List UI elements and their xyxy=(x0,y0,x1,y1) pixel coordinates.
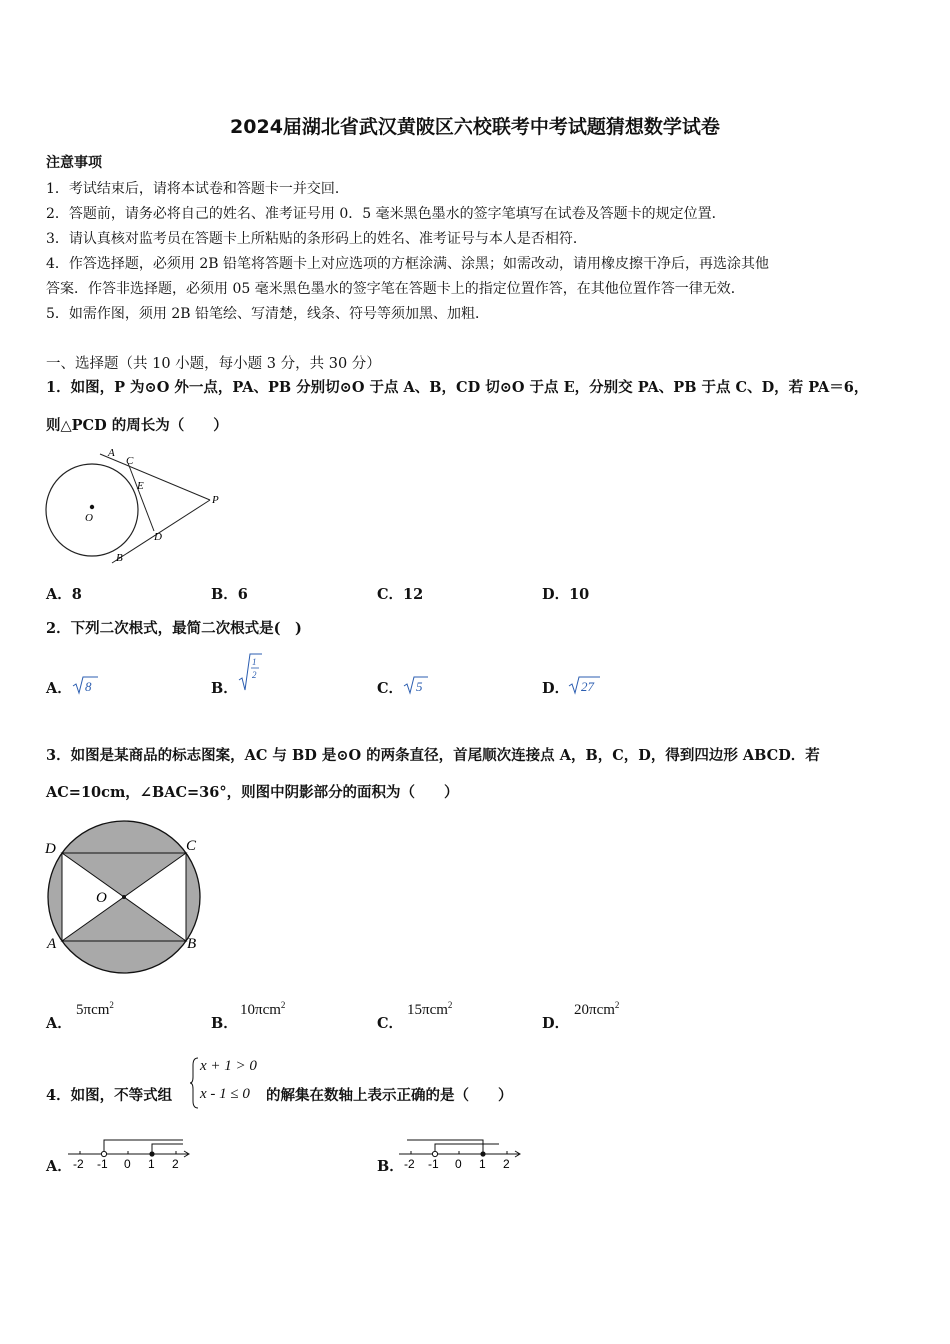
q4-numberline-b xyxy=(399,1134,529,1174)
q1-label-d: D xyxy=(154,531,162,543)
q4-brace xyxy=(190,1057,200,1109)
q3-option-a-value: 5πcm$^2$ xyxy=(76,1000,114,1018)
q4-option-b[interactable]: B． xyxy=(377,1158,404,1175)
q4-b-tick: 2 xyxy=(503,1157,510,1171)
q3-center-dot xyxy=(122,895,126,899)
q3-option-b-value: 10πcm$^2$ xyxy=(240,1000,286,1018)
notice-item: 答案．作答非选择题，必须用 05 毫米黑色墨水的签字笔在答题卡上的指定位置作答，在其他位置作答一律无效． xyxy=(46,281,745,297)
q2-sqrt-c xyxy=(403,674,429,696)
q3-label-b: B xyxy=(187,936,197,952)
q1-label-e: E xyxy=(137,480,144,492)
q2-radicand-b-num: 1 xyxy=(252,657,257,667)
q3-label-a: A xyxy=(47,936,57,952)
q1-label-p: P xyxy=(212,494,219,506)
q1-label-c: C xyxy=(126,455,134,467)
q1-center-dot xyxy=(90,505,94,509)
q2-option-d[interactable]: D． xyxy=(542,680,570,697)
q1-option-d[interactable]: D．10 xyxy=(542,586,590,603)
q4-inequality-2: x - 1 ≤ 0 xyxy=(200,1086,250,1102)
q4-b-tick: 0 xyxy=(455,1157,462,1171)
q4-a-tick: 0 xyxy=(124,1157,131,1171)
q4-a-tick: -1 xyxy=(97,1157,108,1171)
q4-a-tick: 2 xyxy=(172,1157,179,1171)
q2-radicand-b-den: 2 xyxy=(252,670,257,680)
q1-option-b[interactable]: B．6 xyxy=(211,586,248,603)
notice-item: 5．如需作图，须用 2B 铅笔绘、写清楚，线条、符号等须加黑、加粗． xyxy=(46,306,490,322)
q1-label-o: O xyxy=(85,512,93,524)
q2-sqrt-d xyxy=(568,674,602,696)
q1-stem-line1: 1．如图，P 为⊙O 外一点，PA、PB 分别切⊙O 于点 A、B，CD 切⊙O 于点 E，分别交 PA、PB 于点 C、D，若 PA＝6， xyxy=(46,379,869,396)
notice-item: 3．请认真核对监考员在答题卡上所粘贴的条形码上的姓名、准考证号与本人是否相符． xyxy=(46,231,587,247)
q2-option-c[interactable]: C． xyxy=(377,680,404,697)
q4-inequality-1: x + 1 > 0 xyxy=(200,1058,257,1074)
q4-stem-suffix: 的解集在数轴上表示正确的是（ ） xyxy=(266,1087,513,1104)
q1-label-a: A xyxy=(108,447,115,459)
q3-label-d: D xyxy=(45,841,56,857)
q2-radicand-d: 27 xyxy=(581,679,594,694)
q4-a-tick: 1 xyxy=(148,1157,155,1171)
q3-option-c[interactable]: C． xyxy=(377,1015,404,1032)
q4-b-tick: -2 xyxy=(404,1157,415,1171)
section-heading: 一、选择题（共 10 小题，每小题 3 分，共 30 分） xyxy=(46,356,381,372)
q3-option-b[interactable]: B． xyxy=(211,1015,238,1032)
q4-a-tick: -2 xyxy=(73,1157,84,1171)
q3-label-o: O xyxy=(96,890,107,906)
q1-label-b: B xyxy=(116,552,123,564)
q1-circle xyxy=(46,464,138,556)
q3-figure xyxy=(42,820,212,980)
q4-stem-prefix: 4．如图，不等式组 xyxy=(46,1087,173,1104)
q2-option-a[interactable]: A． xyxy=(46,680,72,697)
q2-sqrt-a xyxy=(72,674,98,696)
q2-radicand-a: 8 xyxy=(85,679,92,694)
q3-stem-line1: 3．如图是某商品的标志图案，AC 与 BD 是⊙O 的两条直径，首尾顺次连接点 A，B，C，D，得到四边形 ABCD．若 xyxy=(46,747,820,764)
q3-stem-line2: AC=10cm，∠BAC=36°，则图中阴影部分的面积为（ ） xyxy=(46,784,459,801)
q3-option-c-value: 15πcm$^2$ xyxy=(407,1000,453,1018)
q2-option-b[interactable]: B． xyxy=(211,680,238,697)
notice-heading: 注意事项 xyxy=(46,155,102,171)
q4-b-tick: 1 xyxy=(479,1157,486,1171)
q1-stem-line2: 则△PCD 的周长为（ ） xyxy=(46,417,228,434)
q3-option-d-value: 20πcm$^2$ xyxy=(574,1000,620,1018)
notice-item: 4．作答选择题，必须用 2B 铅笔将答题卡上对应选项的方框涂满、涂黑；如需改动，请用橡皮擦干净后，再选涂其他 xyxy=(46,256,769,272)
q4-numberline-a xyxy=(68,1134,198,1174)
page-title: 2024届湖北省武汉黄陂区六校联考中考试题猜想数学试卷 xyxy=(230,116,720,138)
q3-option-d[interactable]: D． xyxy=(542,1015,570,1032)
q4-option-a[interactable]: A． xyxy=(46,1158,72,1175)
notice-item: 1．考试结束后，请将本试卷和答题卡一并交回． xyxy=(46,181,349,197)
q3-label-c: C xyxy=(186,838,197,854)
q2-radicand-c: 5 xyxy=(416,679,423,694)
q1-option-c[interactable]: C．12 xyxy=(377,586,424,603)
q2-sqrt-b xyxy=(238,652,262,692)
q1-option-a[interactable]: A．8 xyxy=(46,586,82,603)
notice-item: 2．答题前，请务必将自己的姓名、准考证号用 0．5 毫米黑色墨水的签字笔填写在试卷及答题卡的规定位置． xyxy=(46,206,726,222)
q1-figure xyxy=(40,445,220,565)
q4-b-tick: -1 xyxy=(428,1157,439,1171)
q2-stem: 2．下列二次根式，最简二次根式是( ) xyxy=(46,620,302,637)
q3-option-a[interactable]: A． xyxy=(46,1015,72,1032)
